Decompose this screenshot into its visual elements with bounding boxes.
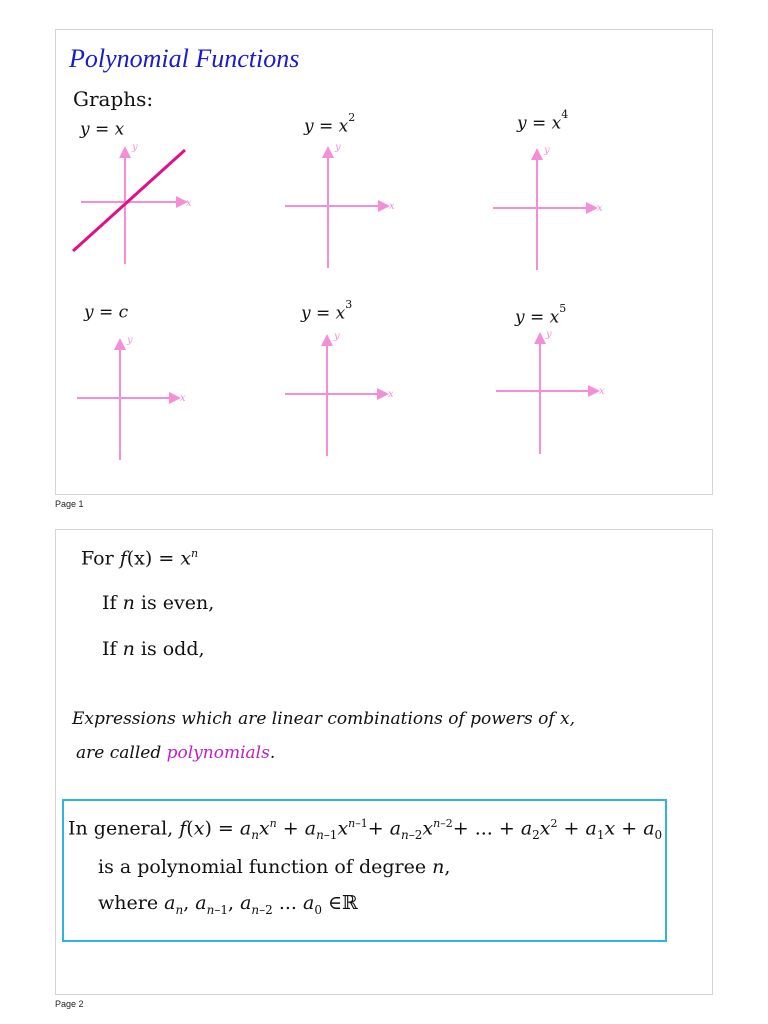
y-axis-label: y [335,142,341,153]
graph-3-axes [493,145,603,270]
for-function-line: For $f(x) = x^n$ [81,547,199,570]
graph-equation-6: $y = x^5$ [515,302,567,328]
expressions-note-line-2: are called polynomials. [76,743,276,763]
general-form-degree: is a polynomial function of degree n, [98,856,451,878]
x-axis-label: x [597,203,603,214]
page-2-label: Page 2 [55,999,84,1009]
expressions-note-line-1: Expressions which are linear combinations of powers of x, [72,709,576,729]
page-2 [55,529,713,995]
page-title: Polynomial Functions [69,44,300,73]
if-odd-line: If n is odd, [102,638,205,660]
x-axis-label: x [599,386,605,397]
graph-2-axes [285,142,395,268]
page-1-label: Page 1 [55,499,84,509]
graph-5-axes [285,331,394,456]
x-axis-label: x [389,201,395,212]
if-even-line: If n is even, [102,592,215,614]
y-axis-label: y [544,145,550,156]
graph-equation-2: $y = x^2$ [304,111,356,137]
graph-1-axes [73,142,192,264]
linear-graph-line [73,150,185,251]
graph-axes-set [56,30,714,496]
y-axis-label: y [127,335,133,346]
graph-6-axes [496,329,605,454]
x-axis-label: x [186,198,192,209]
x-axis-label: x [388,389,394,400]
y-axis-label: y [546,329,552,340]
graph-4-axes [77,335,186,460]
general-form-box [62,799,667,942]
graph-equation-4: y = c [84,302,129,323]
graph-equation-1: y = x [80,119,125,140]
general-form-equation: In general, $f(x) = a_nx^n + a_{n-1}x^{n-1}+ a_{n-2}x^{n-2}+$ ... + $a_2x^2 + a_1x + a_0$ [68,817,663,843]
page-1 [55,29,713,495]
graph-equation-3: $y = x^4$ [517,108,569,134]
x-axis-label: x [180,393,186,404]
y-axis-label: y [334,331,340,342]
polynomials-term: polynomials [166,743,270,763]
graphs-label: Graphs: [73,87,154,111]
general-form-where: where $a_n$, $a_{n-1}$, $a_{n-2}$ ... $a_0$ ∈ℝ [98,892,358,917]
y-axis-label: y [132,142,138,153]
graph-equation-5: $y = x^3$ [301,298,353,324]
